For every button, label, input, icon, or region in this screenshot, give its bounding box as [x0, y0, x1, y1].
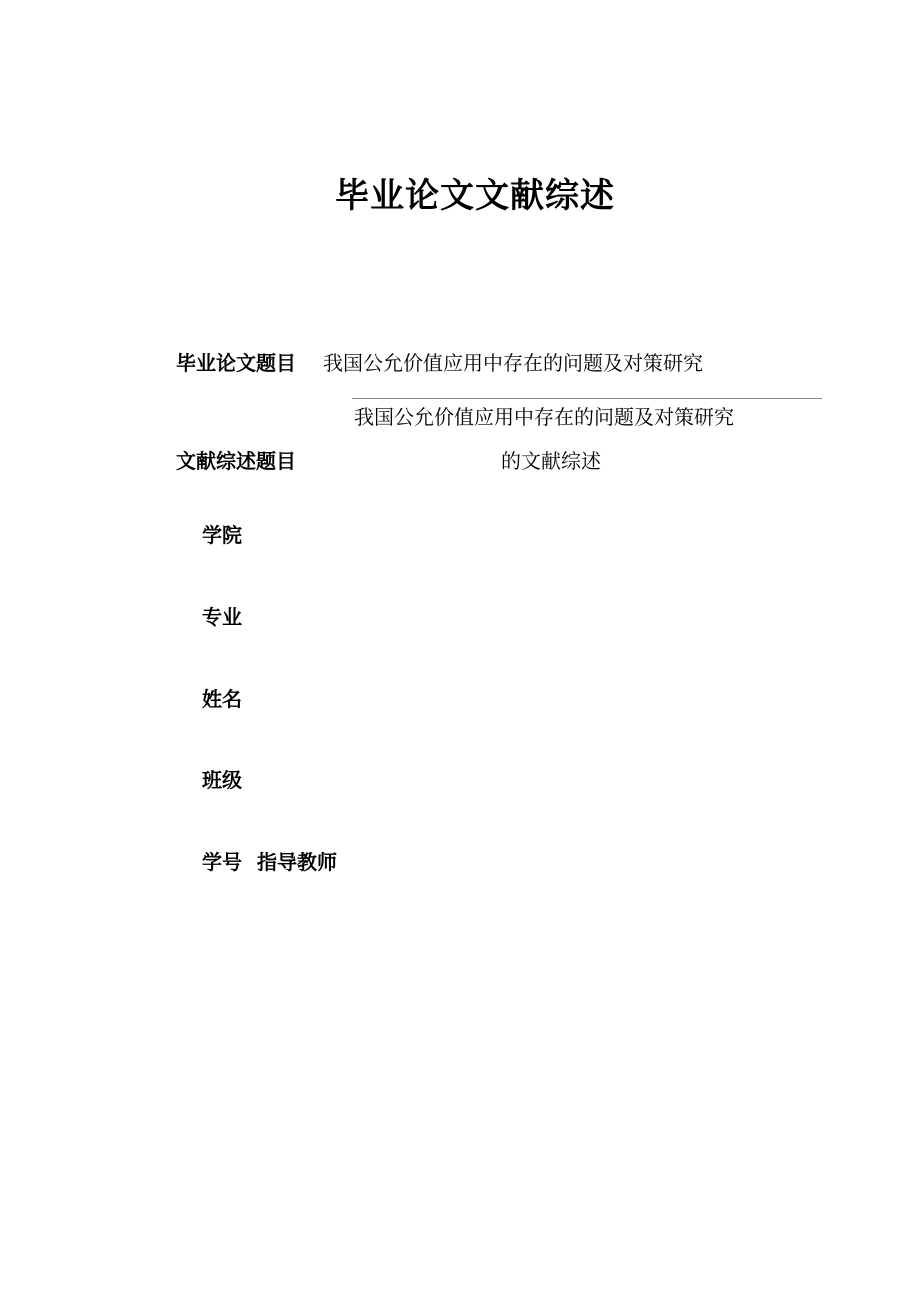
major-label: 专业 [202, 605, 242, 629]
review-title-value-line1: 我国公允价值应用中存在的问题及对策研究 [354, 405, 734, 429]
thesis-title-value: 我国公允价值应用中存在的问题及对策研究 [323, 351, 703, 375]
student-id-label: 学号 [202, 850, 242, 874]
class-label: 班级 [202, 768, 242, 792]
thesis-title-label: 毕业论文题目 [176, 351, 296, 375]
college-label: 学院 [202, 523, 242, 547]
name-label: 姓名 [202, 687, 242, 711]
underline-rule [352, 398, 822, 399]
review-title-label: 文献综述题目 [176, 449, 296, 473]
review-title-value-line2: 的文献综述 [501, 449, 601, 473]
document-title: 毕业论文文献综述 [335, 176, 615, 216]
advisor-label: 指导教师 [257, 850, 337, 874]
